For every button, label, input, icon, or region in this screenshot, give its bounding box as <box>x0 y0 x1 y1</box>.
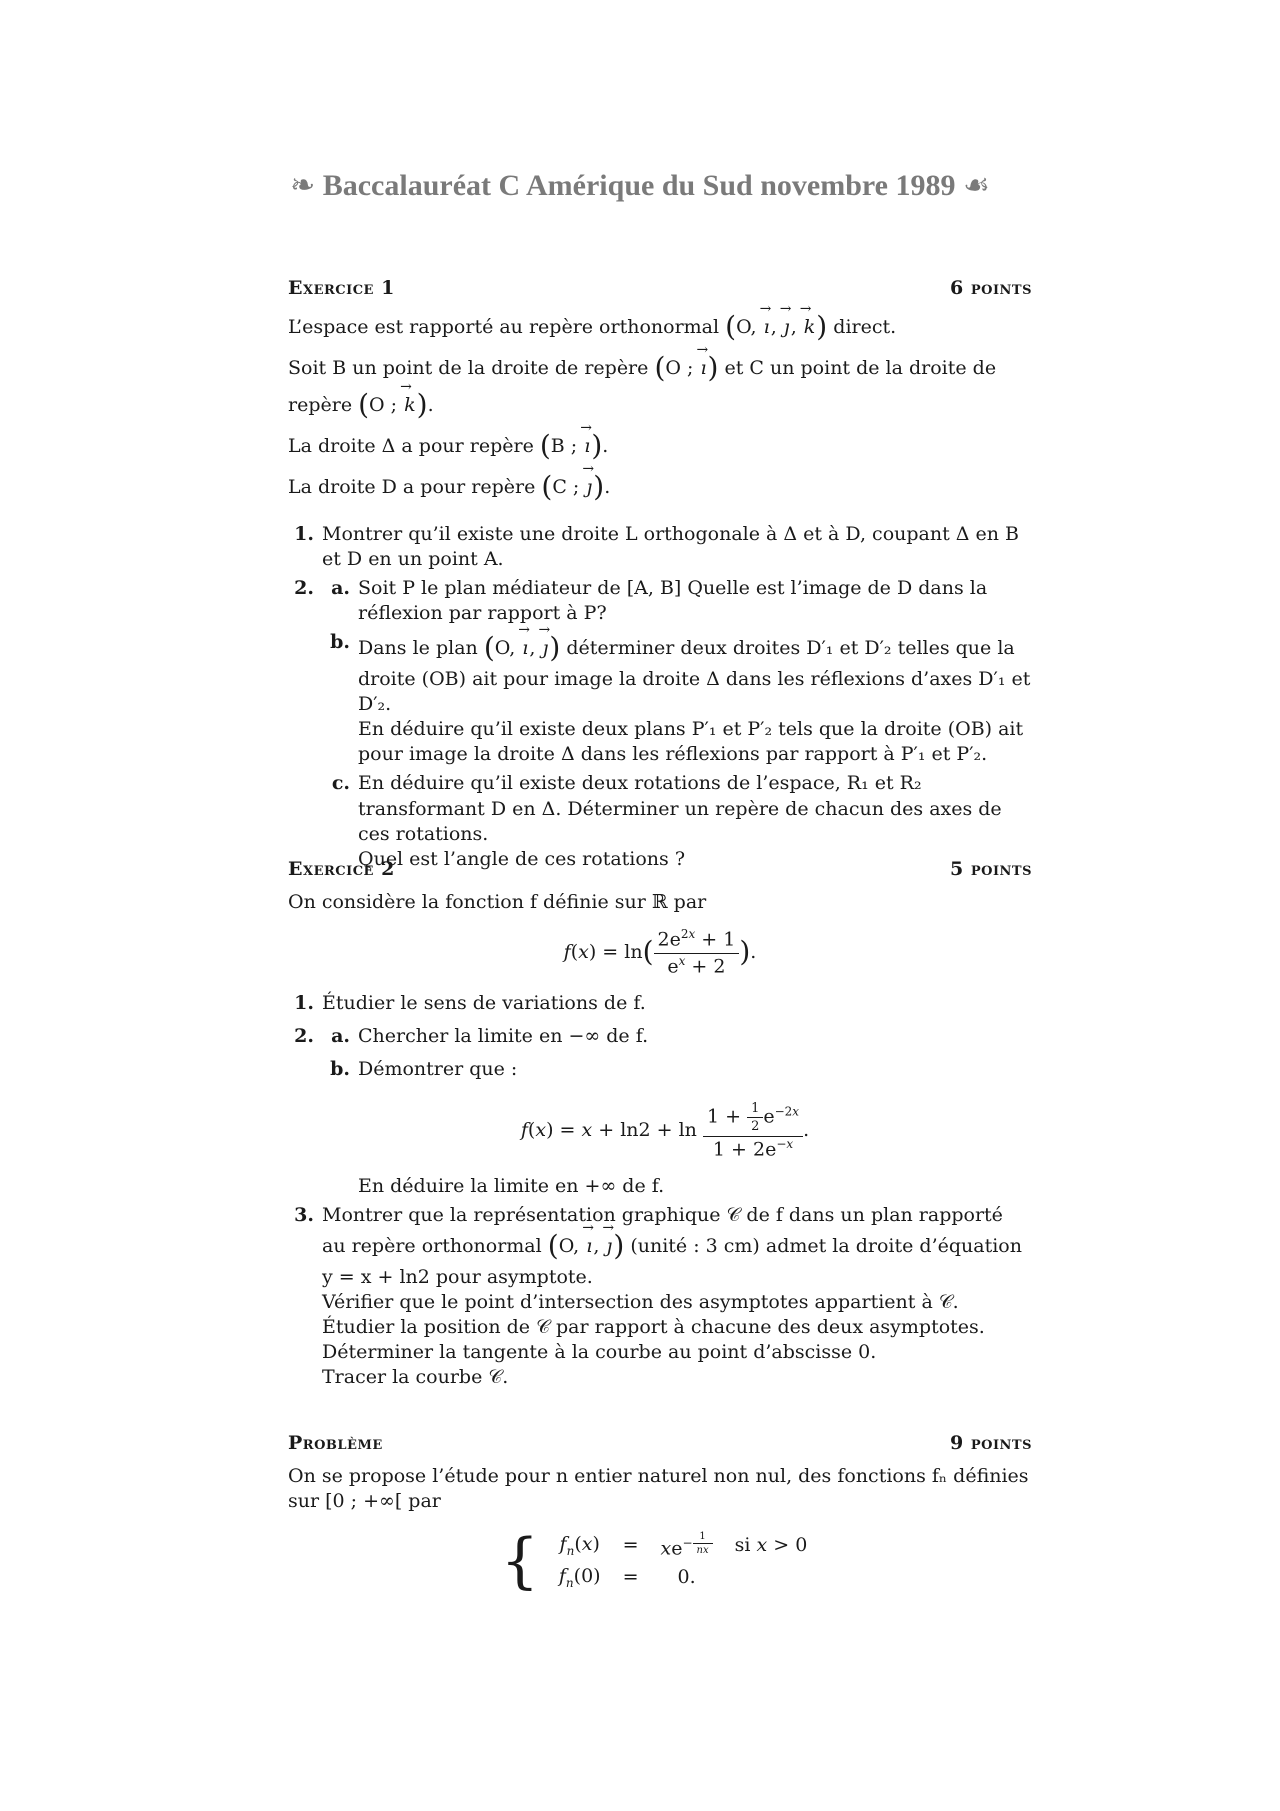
paren-open: ( <box>539 428 551 462</box>
paren-close: ) <box>591 428 603 462</box>
ex1-intro-3: La droite Δ a pour repère (B ; → ı). <box>288 428 1032 465</box>
exercise-1-header <box>288 276 1032 301</box>
system-rhs-1: $xe^{- \frac{1}{nx}}$ <box>651 1530 723 1562</box>
item-number: 2. <box>294 577 314 599</box>
ex2-q2b <box>322 1057 1032 1199</box>
ex1-questions <box>288 522 1032 872</box>
problem-intro: On se propose l’étude pour n entier naturel non nul, des fonctions fₙ définies sur [0 ; +∞[ par <box>288 1465 1029 1513</box>
system-row-1 <box>549 1530 817 1562</box>
exercise-1-heading: Exercice 1 <box>288 277 395 299</box>
fraction: 1 + $\frac{1}{2}$ $e^{-2x}$ $1 + 2e^{-x}$ <box>703 1100 803 1162</box>
ex2-q3-line-1: Montrer que la représentation graphique 𝒞 de f dans un plan rapporté au repère orthonormal (O, → ı, → ȷ) (unité : 3 cm) admet la droite d’équation y = x + ln2 pour asymptote. <box>322 1203 1032 1290</box>
item-label: b. <box>330 1058 350 1081</box>
ex1-q2a <box>322 576 1032 626</box>
ex2-q3 <box>288 1203 1032 1390</box>
ex1-intro-1-end: direct. <box>833 316 897 339</box>
problem-heading: Problème <box>288 1432 383 1454</box>
exercise-1 <box>288 276 1032 872</box>
ex1-intro-1: L’espace est rapporté au repère orthonormal (O, → ı, → ȷ, → k) direct. <box>288 309 1032 346</box>
system-of-equations <box>500 1525 820 1596</box>
ex1-q2b-text-3: En déduire qu’il existe deux plans P′₁ et P′₂ tels que la droite (OB) ait pour image la droite Δ dans les réflexions par rapport à P′₁ et P′₂. <box>358 718 1024 766</box>
ex1-intro-2: Soit B un point de la droite de repère (O ; → ı) et C un point de la droite de repère (O ; → k). <box>288 350 1032 424</box>
brace-icon: { <box>500 1525 539 1596</box>
ex1-q2c-text-1: En déduire qu’il existe deux rotations de l’espace, R₁ et R₂ transformant D en Δ. Déterminer un repère de chacun des axes de ces rotations. <box>358 772 1002 845</box>
fraction: $\frac{2e^{2x} + 1}{e^x + 2}$ <box>654 927 740 979</box>
title-text: Baccalauréat C Amérique du Sud novembre 1989 <box>322 169 956 202</box>
ex1-q1-text: Montrer qu’il existe une droite L orthogonale à Δ et à D, coupant Δ en B et D en un point A. <box>322 522 1020 570</box>
ex2-q2b-after: En déduire la limite en +∞ de f. <box>358 1174 665 1197</box>
paren-close: ) <box>593 469 605 503</box>
ex2-q2b-body <box>358 1057 1032 1199</box>
vector-k: → k <box>403 393 417 418</box>
system-cond-1: si x > 0 <box>734 1534 808 1557</box>
paren-close: ) <box>613 1229 625 1263</box>
ex1-q2-body <box>322 576 1032 872</box>
ex1-q2c-text-2: Quel est l’angle de ces rotations ? <box>358 847 686 870</box>
ex2-q3-text-4: Déterminer la tangente à la courbe au point d’abscisse 0. <box>322 1341 877 1364</box>
ex1-q2b-text-2: déterminer deux droites D′₁ et D′₂ telles que la droite (OB) ait pour image la droite Δ dans les réflexions d’axes D′₁ et D′₂. <box>358 637 1031 716</box>
system-lhs-1: $f_n(x)$ <box>559 1533 600 1559</box>
system-cond-2 <box>725 1564 818 1592</box>
exercise-2-points: 5 points <box>950 858 1032 880</box>
vector-j: → ȷ <box>783 315 791 340</box>
paren-close: ) <box>739 935 751 969</box>
ex1-intro-3a: La droite Δ a pour repère <box>288 434 534 457</box>
exercise-1-points: 6 points <box>950 277 1032 299</box>
ex2-q2b-text: Démontrer que : <box>358 1058 518 1081</box>
ex1-intro-1-text: L’espace est rapporté au repère orthonormal <box>288 316 720 339</box>
vector-i: → ı <box>583 434 591 459</box>
system-eq-2: = <box>622 1566 639 1589</box>
paren-open: ( <box>358 387 370 421</box>
paren-close: ) <box>416 387 428 421</box>
vector-i: → ı <box>699 356 707 381</box>
problem-system <box>288 1525 1032 1596</box>
ex2-q3-text-1: Montrer que la représentation graphique 𝒞 de f dans un plan rapporté au repère orthonormal <box>322 1204 1003 1258</box>
paren-open: ( <box>654 351 666 385</box>
vector-j: → ȷ <box>541 636 549 661</box>
ex2-identity: f(x) = x + ln2 + ln 1 + $\frac{1}{2}$ $e^{-2x}$ $1 + 2e^{-x}$ . <box>298 1100 1032 1162</box>
ex1-intro-2a: Soit B un point de la droite de repère <box>288 357 649 380</box>
item-label: c. <box>331 772 350 795</box>
ex2-q3-body <box>322 1203 1032 1390</box>
ex1-q2b-body: Dans le plan (O, → ı, → ȷ) déterminer deux droites D′₁ et D′₂ telles que la droite (OB) ait pour image la droite Δ dans les réflexions d’axes D′₁ et D′₂. En déduire qu’il existe deux plans P′₁ et P′₂ tels que la droite (OB) ait pour image la droite Δ dans les réflexions par rapport à P′₁ et P′₂. <box>358 630 1032 767</box>
ex2-q1-text: Étudier le sens de variations de f. <box>322 991 646 1014</box>
ex1-q2b-text-1: Dans le plan <box>358 637 478 660</box>
ex2-intro: On considère la fonction f définie sur ℝ par <box>288 891 707 914</box>
ex2-q3-text-2: (unité : 3 cm) admet la droite d’équation y = x + ln2 pour asymptote. <box>322 1235 1022 1289</box>
exercise-2 <box>288 857 1032 1390</box>
system-rhs-2: 0. <box>677 1566 696 1589</box>
page-title <box>0 168 1280 203</box>
paren-close: ) <box>707 351 719 385</box>
system-lhs-2: $f_n(0)$ <box>558 1564 601 1590</box>
item-label: a. <box>331 577 350 599</box>
exercise-2-header <box>288 857 1032 882</box>
paren-close: ) <box>549 631 561 665</box>
paren-open: ( <box>725 310 737 344</box>
item-label: a. <box>331 1025 350 1048</box>
exponent-fraction: $\frac{1}{nx}$ <box>693 1530 713 1557</box>
ex2-q3-text-3: Vérifier que le point d’intersection des asymptotes appartient à 𝒞. Étudier la position de 𝒞 par rapport à chacune des deux asymptotes. <box>322 1291 985 1339</box>
vector-j: → ȷ <box>605 1234 613 1259</box>
vector-i: → ı <box>585 1234 593 1259</box>
ex1-intro-2b: et C un point de la droite de repère <box>288 357 997 416</box>
ex1-intro-4: La droite D a pour repère (C ; → ȷ). <box>288 469 1032 506</box>
ex1-q1 <box>288 522 1032 572</box>
ex2-questions <box>288 991 1032 1390</box>
exercise-2-heading: Exercice 2 <box>288 858 395 880</box>
half-fraction: $\frac{1}{2}$ <box>747 1100 763 1135</box>
item-number: 1. <box>294 522 314 545</box>
ornament-left-icon: ❧ <box>290 169 323 202</box>
system-table <box>547 1528 819 1593</box>
problem <box>288 1431 1032 1596</box>
ex1-q2a-text: Soit P le plan médiateur de [A, B] Quelle est l’image de D dans la réflexion par rapport à P? <box>358 577 988 625</box>
ex1-intro-4a: La droite D a pour repère <box>288 475 536 498</box>
vector-i: → ı <box>763 315 771 340</box>
ornament-right-icon: ☙ <box>955 169 990 202</box>
vector-j: → ȷ <box>585 475 593 500</box>
item-number: 2. <box>294 1025 314 1048</box>
paren-open: ( <box>483 631 495 665</box>
ex2-function-definition: f(x) = ln( $\frac{2e^{2x} + 1}{e^x + 2}$ ). <box>288 927 1032 979</box>
ex2-q3-text-5: Tracer la courbe 𝒞. <box>322 1366 509 1389</box>
problem-header <box>288 1431 1032 1456</box>
system-row-2 <box>549 1564 817 1592</box>
paren-open: ( <box>642 935 654 969</box>
ex1-q2b <box>322 630 1032 767</box>
paren-open: ( <box>547 1229 559 1263</box>
problem-points: 9 points <box>950 1432 1032 1454</box>
item-label: b. <box>330 631 350 654</box>
ex2-q2a <box>322 1024 1032 1049</box>
vector-k: → k <box>803 315 817 340</box>
ex2-q2a-text: Chercher la limite en −∞ de f. <box>358 1025 649 1048</box>
paren-open: ( <box>541 469 553 503</box>
vector-i: → ı <box>521 636 529 661</box>
system-eq-1: = <box>622 1534 639 1557</box>
item-number: 1. <box>294 991 314 1014</box>
paren-close: ) <box>816 310 828 344</box>
ex1-q2 <box>288 576 1032 872</box>
ex2-q2-body <box>322 1024 1032 1199</box>
item-number: 3. <box>294 1204 314 1226</box>
ex2-q1 <box>288 991 1032 1016</box>
ex2-q2 <box>288 1024 1032 1199</box>
